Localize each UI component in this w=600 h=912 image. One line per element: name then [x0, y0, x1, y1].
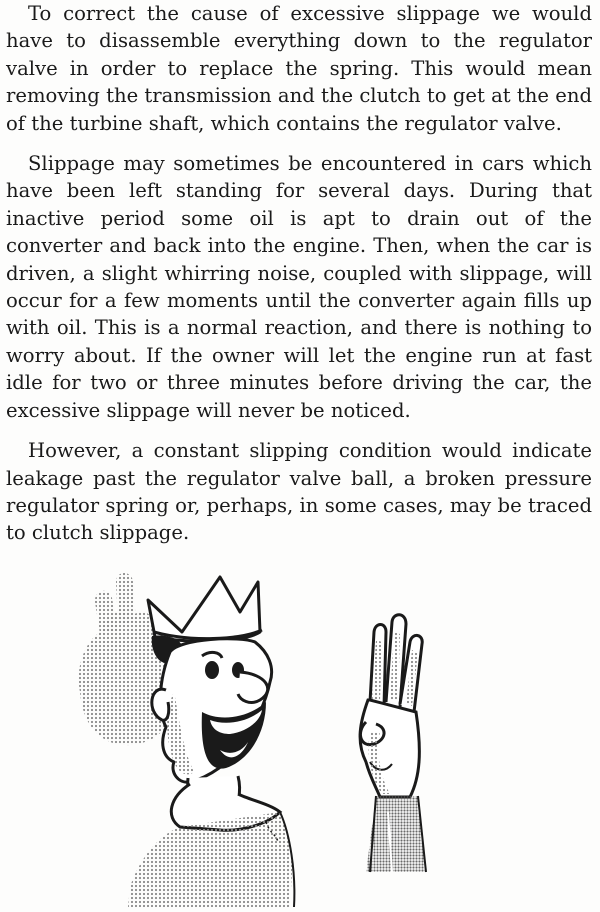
three-fingers-hand [360, 615, 426, 872]
paragraph-constant-slipping: However, a constant slipping condition would indicate leakage past the regulator valve ball, a broken pressure regulator spring or, perhaps, in some cases, may be traced to clutch slippage. [6, 439, 592, 545]
mechanic-holding-up-three-fingers-icon [70, 572, 450, 907]
mechanic-figure [128, 577, 294, 907]
body-text [6, 0, 592, 560]
paragraph-correcting-slippage: To correct the cause of excessive slippage we would have to disassemble everything down to the regulator valve in order to replace the spring. This would mean removing the transmission and the clutch to get at the end of the turbine shaft, which contains the regulator valve. [6, 2, 592, 135]
paragraph-standing-cars: Slippage may sometimes be encountered in cars which have been left standing for several days. During that inactive period some oil is apt to drain out of the converter and back into the engine. Then, when the car is driven, a slight whirring noise, coupled with slippage, will occur for a few moments until the converter again fills up with oil. This is a normal reaction, and there is nothing to worry about. If the owner will let the engine run at fast idle for two or three minutes before driving the car, the excessive slippage will never be noticed. [6, 152, 592, 422]
